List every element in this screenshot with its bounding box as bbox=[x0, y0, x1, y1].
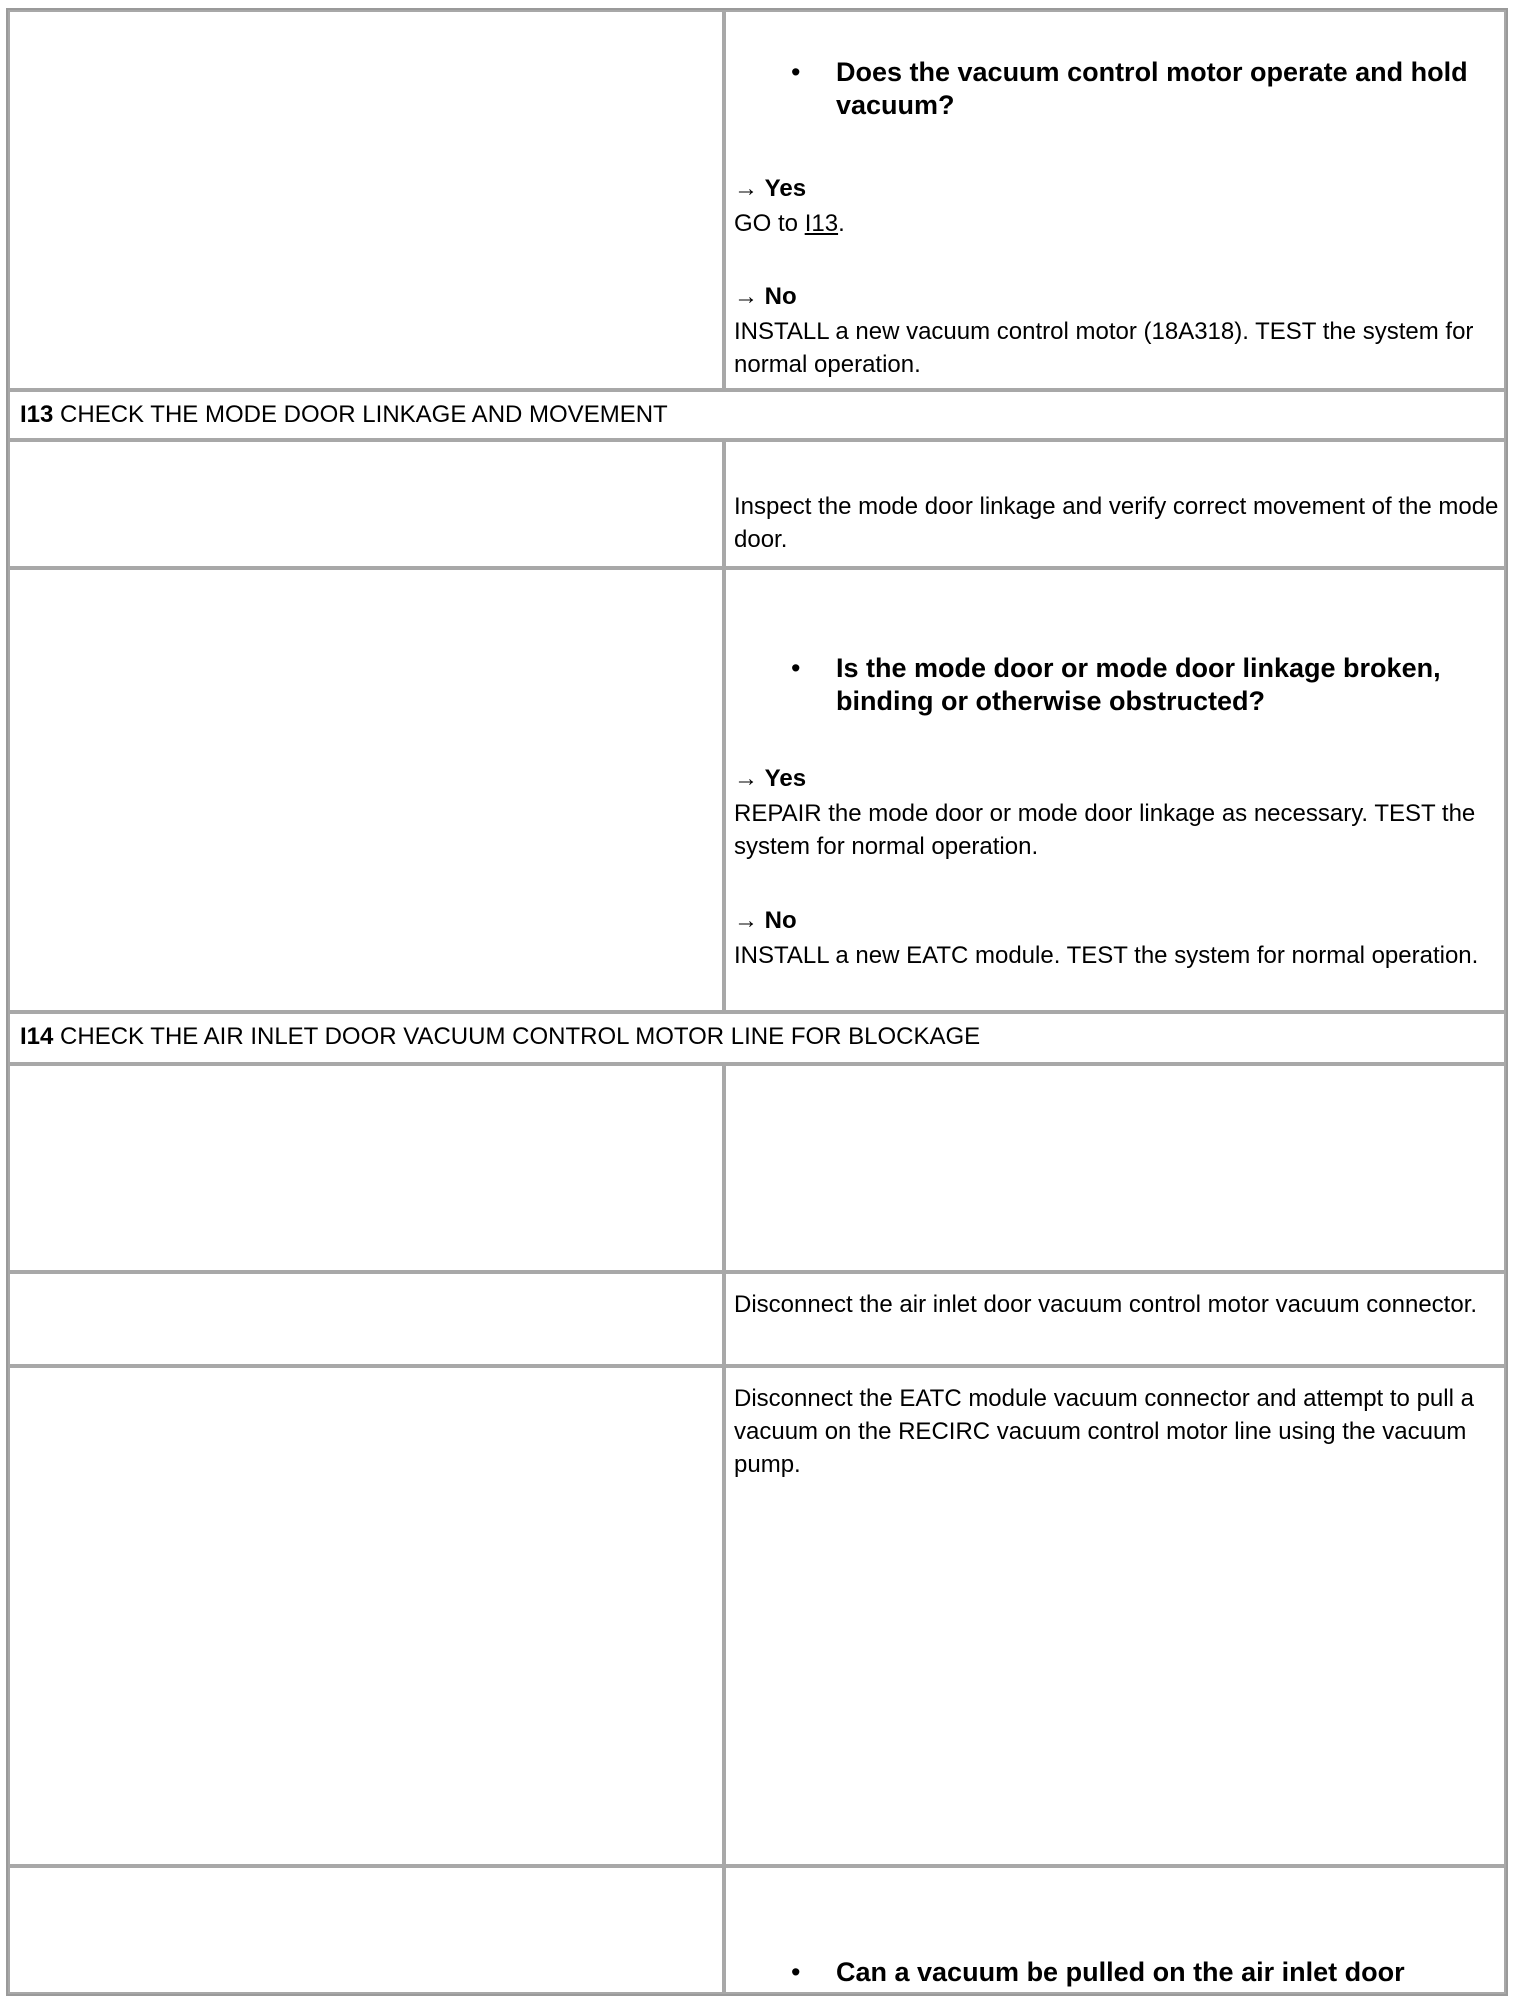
step-i14-id: I14 bbox=[20, 1023, 54, 1050]
arrow-right-icon: → bbox=[734, 907, 758, 934]
row1-left-cell bbox=[8, 10, 724, 390]
arrow-right-icon: → bbox=[734, 283, 758, 310]
i14-instruction-1: Disconnect the air inlet door vacuum control motor vacuum connector. bbox=[734, 1291, 1478, 1318]
i14-image-right-cell bbox=[724, 1064, 1506, 1272]
i14-question bbox=[791, 1956, 1496, 1989]
i14-instruction-2: Disconnect the EATC module vacuum connector and attempt to pull a vacuum on the RECIRC vacuum control motor line using the vacuum pump. bbox=[734, 1385, 1474, 1478]
row1-yes-action bbox=[734, 207, 845, 240]
i13-question-left-cell bbox=[8, 568, 724, 1012]
i13-instruction-right-cell bbox=[724, 440, 1506, 568]
bullet-icon: • bbox=[791, 1957, 801, 1987]
arrow-right-icon: → bbox=[734, 175, 758, 202]
row1-yes bbox=[734, 172, 806, 205]
i14-instruction1-left-cell bbox=[8, 1272, 724, 1366]
yes-label: Yes bbox=[764, 765, 807, 792]
goto-i13-link[interactable]: I13 bbox=[804, 210, 839, 237]
row1-no-action: INSTALL a new vacuum control motor (18A318). TEST the system for normal operation. bbox=[734, 318, 1474, 378]
i13-yes bbox=[734, 762, 806, 795]
i14-question-text: Can a vacuum be pulled on the air inlet door bbox=[836, 1957, 1405, 1987]
i13-question-text: Is the mode door or mode door linkage broken, binding or otherwise obstructed? bbox=[836, 653, 1441, 716]
step-i13-heading bbox=[20, 398, 668, 431]
step-i13-header bbox=[8, 390, 1506, 440]
i13-instruction-left-cell bbox=[8, 440, 724, 568]
i14-instruction2-right-cell bbox=[724, 1366, 1506, 1866]
yes-action-prefix: GO to bbox=[734, 210, 805, 237]
step-i14-title: CHECK THE AIR INLET DOOR VACUUM CONTROL MOTOR LINE FOR BLOCKAGE bbox=[60, 1023, 981, 1050]
i13-no-action: INSTALL a new EATC module. TEST the system for normal operation. bbox=[734, 942, 1479, 969]
i14-question-left-cell bbox=[8, 1866, 724, 1994]
no-label: No bbox=[764, 283, 797, 310]
row1-question-text: Does the vacuum control motor operate and hold vacuum? bbox=[836, 57, 1468, 120]
step-i14-heading bbox=[20, 1020, 980, 1053]
step-i13-id: I13 bbox=[20, 401, 54, 428]
i14-instruction1-right-cell bbox=[724, 1272, 1506, 1366]
i14-image-left-cell bbox=[8, 1064, 724, 1272]
i13-question-right-cell bbox=[724, 568, 1506, 1012]
bullet-icon: • bbox=[791, 653, 801, 683]
row1-question bbox=[791, 56, 1476, 122]
i13-yes-action: REPAIR the mode door or mode door linkage as necessary. TEST the system for normal operation. bbox=[734, 800, 1476, 860]
i13-instruction: Inspect the mode door linkage and verify correct movement of the mode door. bbox=[734, 493, 1499, 553]
bullet-icon: • bbox=[791, 57, 801, 87]
no-label: No bbox=[764, 907, 797, 934]
i14-instruction2-left-cell bbox=[8, 1366, 724, 1866]
step-i14-header bbox=[8, 1012, 1506, 1064]
i14-question-right-cell bbox=[724, 1866, 1506, 1994]
row1-no bbox=[734, 280, 797, 313]
yes-action-suffix: . bbox=[838, 210, 845, 237]
step-i13-title: CHECK THE MODE DOOR LINKAGE AND MOVEMENT bbox=[60, 401, 668, 428]
i13-no bbox=[734, 904, 797, 937]
i13-question bbox=[791, 652, 1496, 718]
row1-right-cell bbox=[724, 10, 1506, 390]
yes-label: Yes bbox=[764, 175, 807, 202]
arrow-right-icon: → bbox=[734, 765, 758, 792]
